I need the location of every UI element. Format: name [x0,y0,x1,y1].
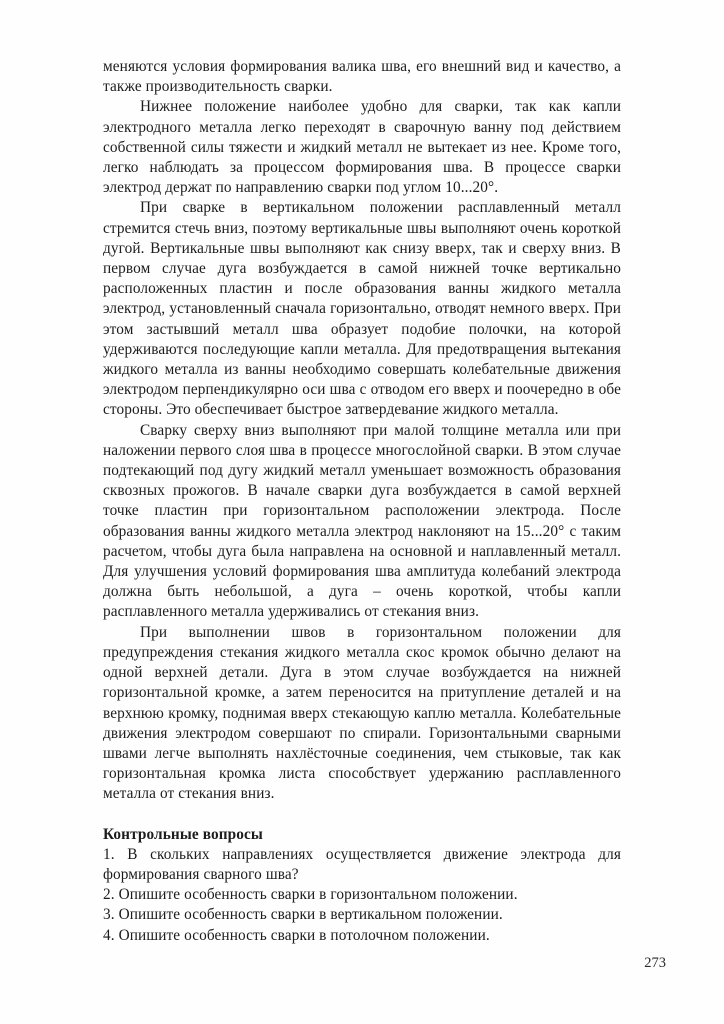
question-item: 3. Опишите особенность сварки в вертикальном положении. [103,906,503,924]
control-questions-heading: Контрольные вопросы [103,825,263,843]
text-column [103,57,621,946]
body-paragraph: Сварку сверху вниз выполняют при малой толщине металла или при наложении первого слоя шва в процессе многослойной сварки. В этом случае подтекающий под дугу жидкий металл уменьшает возможность образования сквозных прожогов. В начале сварки дуга возбуждается в самой верхней точке пластин при горизонтальном расположении электрода. После образования ванны жидкого металла электрод наклоняют на 15...20° с таким расчетом, чтобы дуга была направлена на основной и наплавленный металл. Для улучшения условий формирования шва амплитуда колебаний электрода должна быть небольшой, а дуга – очень короткой, чтобы капли расплавленного металла удерживались от стекания вниз. [103,421,621,621]
body-paragraph: Нижнее положение наиболее удобно для сварки, так как капли электродного металла легко переходят в сварочную ванну под действием собственной силы тяжести и жидкий металл не вытекает из нее. Кроме того, легко наблюдать за процессом формирования шва. В процессе сварки электрод держат по направлению сварки под углом 10...20°. [103,98,621,197]
questions-list [103,845,621,946]
question-item: 4. Опишите особенность сварки в потолочном положении. [103,926,490,944]
body-paragraph: меняются условия формирования валика шва, его внешний вид и качество, а также производительность сварки. [103,58,621,96]
body-paragraph: При выполнении швов в горизонтальном положении для предупреждения стекания жидкого металла скос кромок обычно делают на одной верхней детали. Дуга в этом случае возбуждается на нижней горизонтальной кромке, а затем переносится на притупление деталей и на верхнюю кромку, поднимая вверх стекающую каплю металла. Колебательные движения электродом совершают по спирали. Горизонтальными сварными швами легче выполнять нахлёсточные соединения, чем стыковые, так как горизонтальная кромка листа способствует удержанию расплавленного металла от стекания вниз. [103,623,621,803]
page-number: 273 [644,955,666,971]
question-item: 2. Опишите особенность сварки в горизонтальном положении. [103,886,518,904]
body-paragraph: При сварке в вертикальном положении расплавленный металл стремится стечь вниз, поэтому вертикальные швы выполняют очень короткой дугой. Вертикальные швы выполняют как снизу вверх, так и сверху вниз. В первом случае дуга возбуждается в самой нижней точке вертикально расположенных пластин и после образования ванны жидкого металла электрод, установленный сначала горизонтально, отводят немного вверх. При этом застывший металл шва образует подобие полочки, на которой удерживаются последующие капли металла. Для предотвращения вытекания жидкого металла из ванны необходимо совершать колебательные движения электродом перпендикулярно оси шва с отводом его вверх и поочередно в обе стороны. Это обеспечивает быстрое затвердевание жидкого металла. [103,199,621,419]
question-item: 1. В скольких направлениях осуществляется движение электрода для формирования сварного шва? [103,845,621,883]
